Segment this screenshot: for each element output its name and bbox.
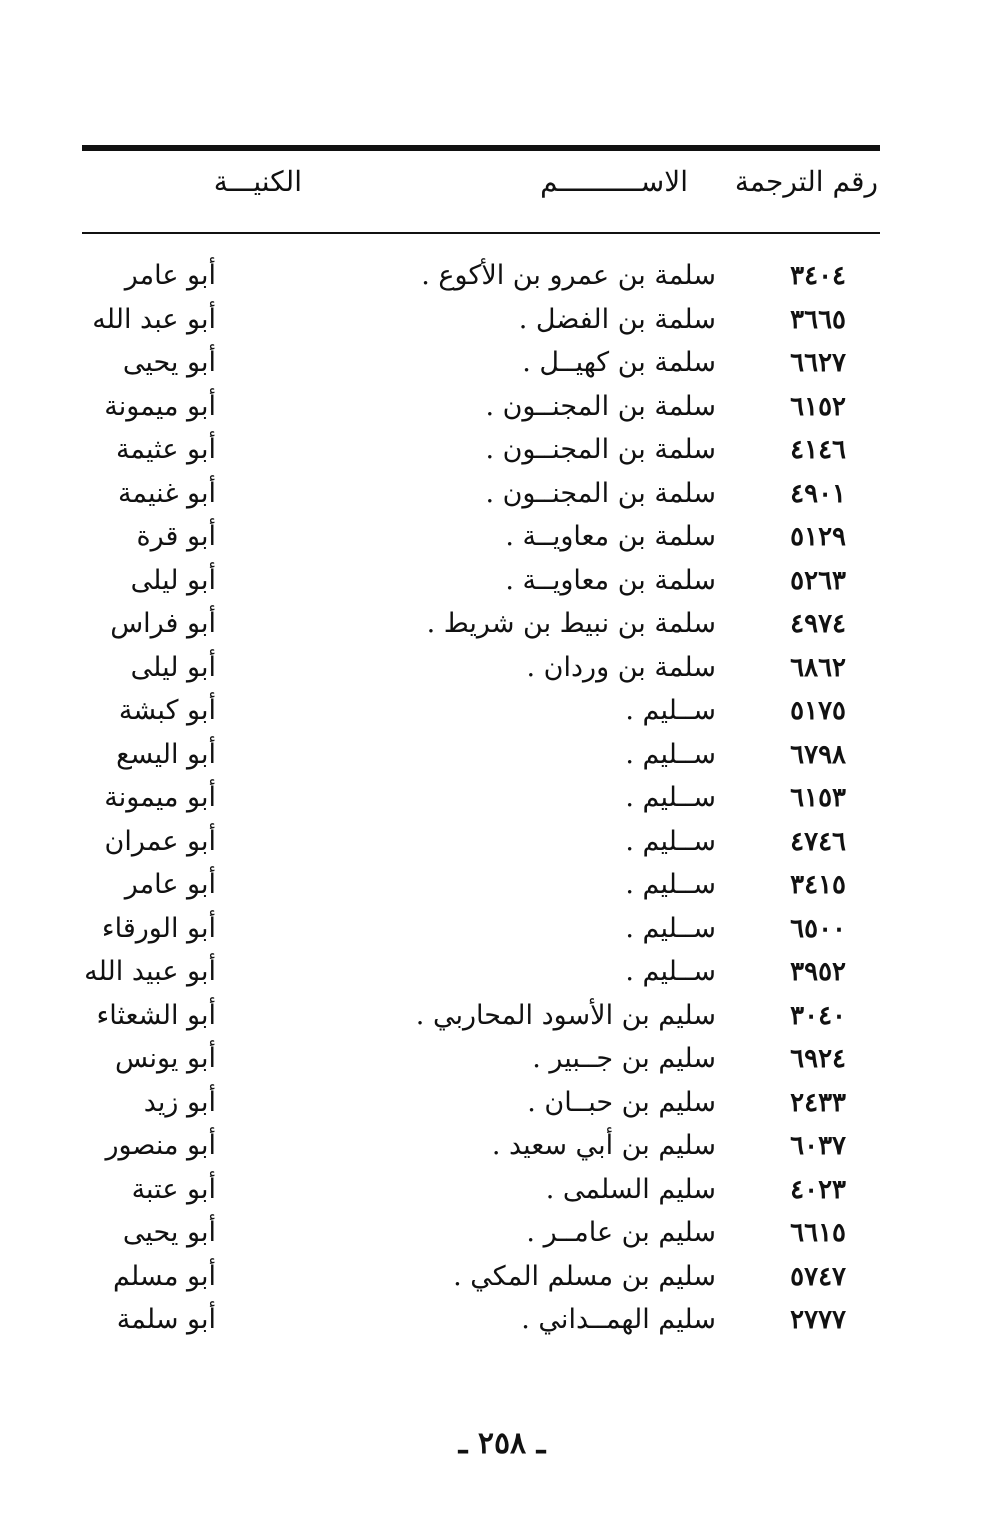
entry-name: سلمة بن المجنــون .: [485, 390, 716, 422]
entry-number: ٥٧٤٧: [790, 1261, 846, 1292]
entry-number: ٥٢٦٣: [790, 565, 846, 596]
header-number: رقم الترجمة: [734, 165, 878, 198]
table-row: [82, 1299, 880, 1343]
entry-number: ٦١٥٣: [790, 783, 846, 813]
entry-name: سليم بن أبي سعيد .: [491, 1130, 716, 1161]
entry-number: ٥١٢٩: [790, 522, 846, 552]
header-name: الاســــــــــم: [540, 165, 688, 198]
entry-number: ٤٩٧٤: [790, 609, 846, 639]
entry-kunya: أبو ميمونة: [104, 782, 216, 813]
entry-kunya: أبو عبد الله: [92, 303, 216, 335]
entry-kunya: أبو عثيمة: [115, 434, 216, 465]
table-row: [82, 951, 880, 995]
entry-kunya: أبو كبشة: [118, 695, 216, 726]
entry-number: ٦٩٢٤: [790, 1044, 846, 1074]
entry-name: سلمة بن نبيط بن شريط .: [426, 608, 716, 639]
entry-number: ٦٧٩٨: [790, 739, 846, 770]
entry-kunya: أبو عامر: [124, 869, 216, 900]
table-row: [82, 1082, 880, 1126]
entry-name: سليم بن الأسود المحاربي .: [415, 999, 716, 1031]
table-row: [82, 473, 880, 517]
entry-name: سليم بن حبــان .: [527, 1086, 716, 1118]
entry-name: سليم السلمى .: [545, 1173, 716, 1205]
entry-name: سليم بن مسلم المكي .: [453, 1260, 716, 1292]
entry-kunya: أبو قرة: [136, 521, 216, 552]
entry-kunya: أبو مسلم: [112, 1260, 216, 1292]
table-row: [82, 690, 880, 734]
entry-number: ٣٠٤٠: [790, 1000, 846, 1031]
entry-number: ٥١٧٥: [790, 696, 846, 726]
header-kunya: الكنيـــة: [213, 165, 302, 198]
entry-kunya: أبو زيد: [143, 1086, 216, 1118]
entry-number: ٤١٤٦: [790, 435, 846, 465]
entry-kunya: أبو ليلى: [130, 564, 216, 596]
entry-number: ٦٦٢٧: [790, 348, 846, 378]
entry-kunya: أبو عتبة: [131, 1173, 216, 1205]
entry-kunya: أبو ليلى: [130, 651, 216, 683]
entry-kunya: أبو منصور: [105, 1130, 216, 1161]
table-row: [82, 342, 880, 386]
table-row: [82, 255, 880, 299]
entry-name: سلمة بن وردان .: [526, 651, 716, 683]
entry-name: ســليم .: [625, 869, 716, 900]
entry-number: ٣٩٥٢: [790, 957, 846, 987]
entry-kunya: أبو يحيى: [122, 1217, 216, 1248]
table-row: [82, 734, 880, 778]
entry-name: سلمة بن عمرو بن الأكوع .: [421, 260, 716, 291]
entry-number: ٢٧٧٧: [790, 1305, 846, 1335]
table-row: [82, 995, 880, 1039]
entry-kunya: أبو يحيى: [122, 347, 216, 378]
table-header: [82, 162, 880, 212]
entry-name: ســليم .: [625, 695, 716, 726]
entry-kunya: أبو يونس: [115, 1043, 216, 1074]
entry-name: سلمة بن معاويــة .: [505, 521, 716, 552]
table-row: [82, 1125, 880, 1169]
entry-kunya: أبو عبيد الله: [84, 956, 216, 987]
entry-name: ســليم .: [625, 782, 716, 813]
table-row: [82, 429, 880, 473]
entry-number: ٦٦١٥: [790, 1218, 846, 1248]
entry-name: ســليم .: [625, 956, 716, 987]
entry-name: سليم بن جــبير .: [532, 1043, 716, 1074]
entry-number: ٤٩٠١: [790, 478, 846, 509]
entry-number: ٢٤٣٣: [790, 1087, 846, 1118]
table-row: [82, 516, 880, 560]
entry-name: ســليم .: [625, 912, 716, 944]
entry-name: سلمة بن المجنــون .: [485, 477, 716, 509]
entry-name: سلمة بن الفضل .: [518, 303, 716, 335]
table-row: [82, 864, 880, 908]
entry-number: ٦٨٦٢: [790, 652, 846, 683]
table-row: [82, 1212, 880, 1256]
entry-kunya: أبو عامر: [124, 260, 216, 291]
table-row: [82, 1169, 880, 1213]
entry-kunya: أبو ميمونة: [104, 390, 216, 422]
header-bottom-rule: [82, 232, 880, 234]
entry-kunya: أبو الشعثاء: [96, 999, 216, 1031]
entry-number: ٦٥٠٠: [790, 913, 846, 944]
table-body: [82, 255, 880, 1343]
entry-name: سلمة بن معاويــة .: [505, 564, 716, 596]
table-row: [82, 821, 880, 865]
entry-name: ســليم .: [625, 825, 716, 857]
entry-name: سليم بن عامــر .: [526, 1217, 716, 1248]
table-row: [82, 299, 880, 343]
table-row: [82, 603, 880, 647]
entry-name: سليم الهمــداني .: [521, 1304, 716, 1335]
table-row: [82, 908, 880, 952]
entry-kunya: أبو غنيمة: [117, 477, 216, 509]
entry-number: ٤٧٤٦: [790, 826, 846, 857]
entry-kunya: أبو الورقاء: [101, 912, 216, 944]
entry-name: سلمة بن المجنــون .: [485, 434, 716, 465]
entry-number: ٣٤٠٤: [790, 261, 846, 291]
table-row: [82, 386, 880, 430]
table-row: [82, 1038, 880, 1082]
entry-number: ٣٤١٥: [790, 870, 846, 900]
table-row: [82, 560, 880, 604]
entry-number: ٦١٥٢: [790, 391, 846, 422]
entry-number: ٤٠٢٣: [790, 1174, 846, 1205]
header-top-rule: [82, 145, 880, 151]
entry-number: ٦٠٣٧: [790, 1131, 846, 1161]
entry-number: ٣٦٦٥: [790, 304, 846, 335]
table-row: [82, 777, 880, 821]
page-number: ـ ٢٥٨ ـ: [458, 1426, 546, 1461]
entry-kunya: أبو اليسع: [116, 738, 216, 770]
table-row: [82, 1256, 880, 1300]
entry-name: سلمة بن كهيــل .: [522, 347, 716, 378]
entry-kunya: أبو سلمة: [116, 1304, 216, 1335]
entry-name: ســليم .: [625, 738, 716, 770]
entry-kunya: أبو عمران: [104, 825, 216, 857]
entry-kunya: أبو فراس: [110, 608, 216, 639]
table-row: [82, 647, 880, 691]
